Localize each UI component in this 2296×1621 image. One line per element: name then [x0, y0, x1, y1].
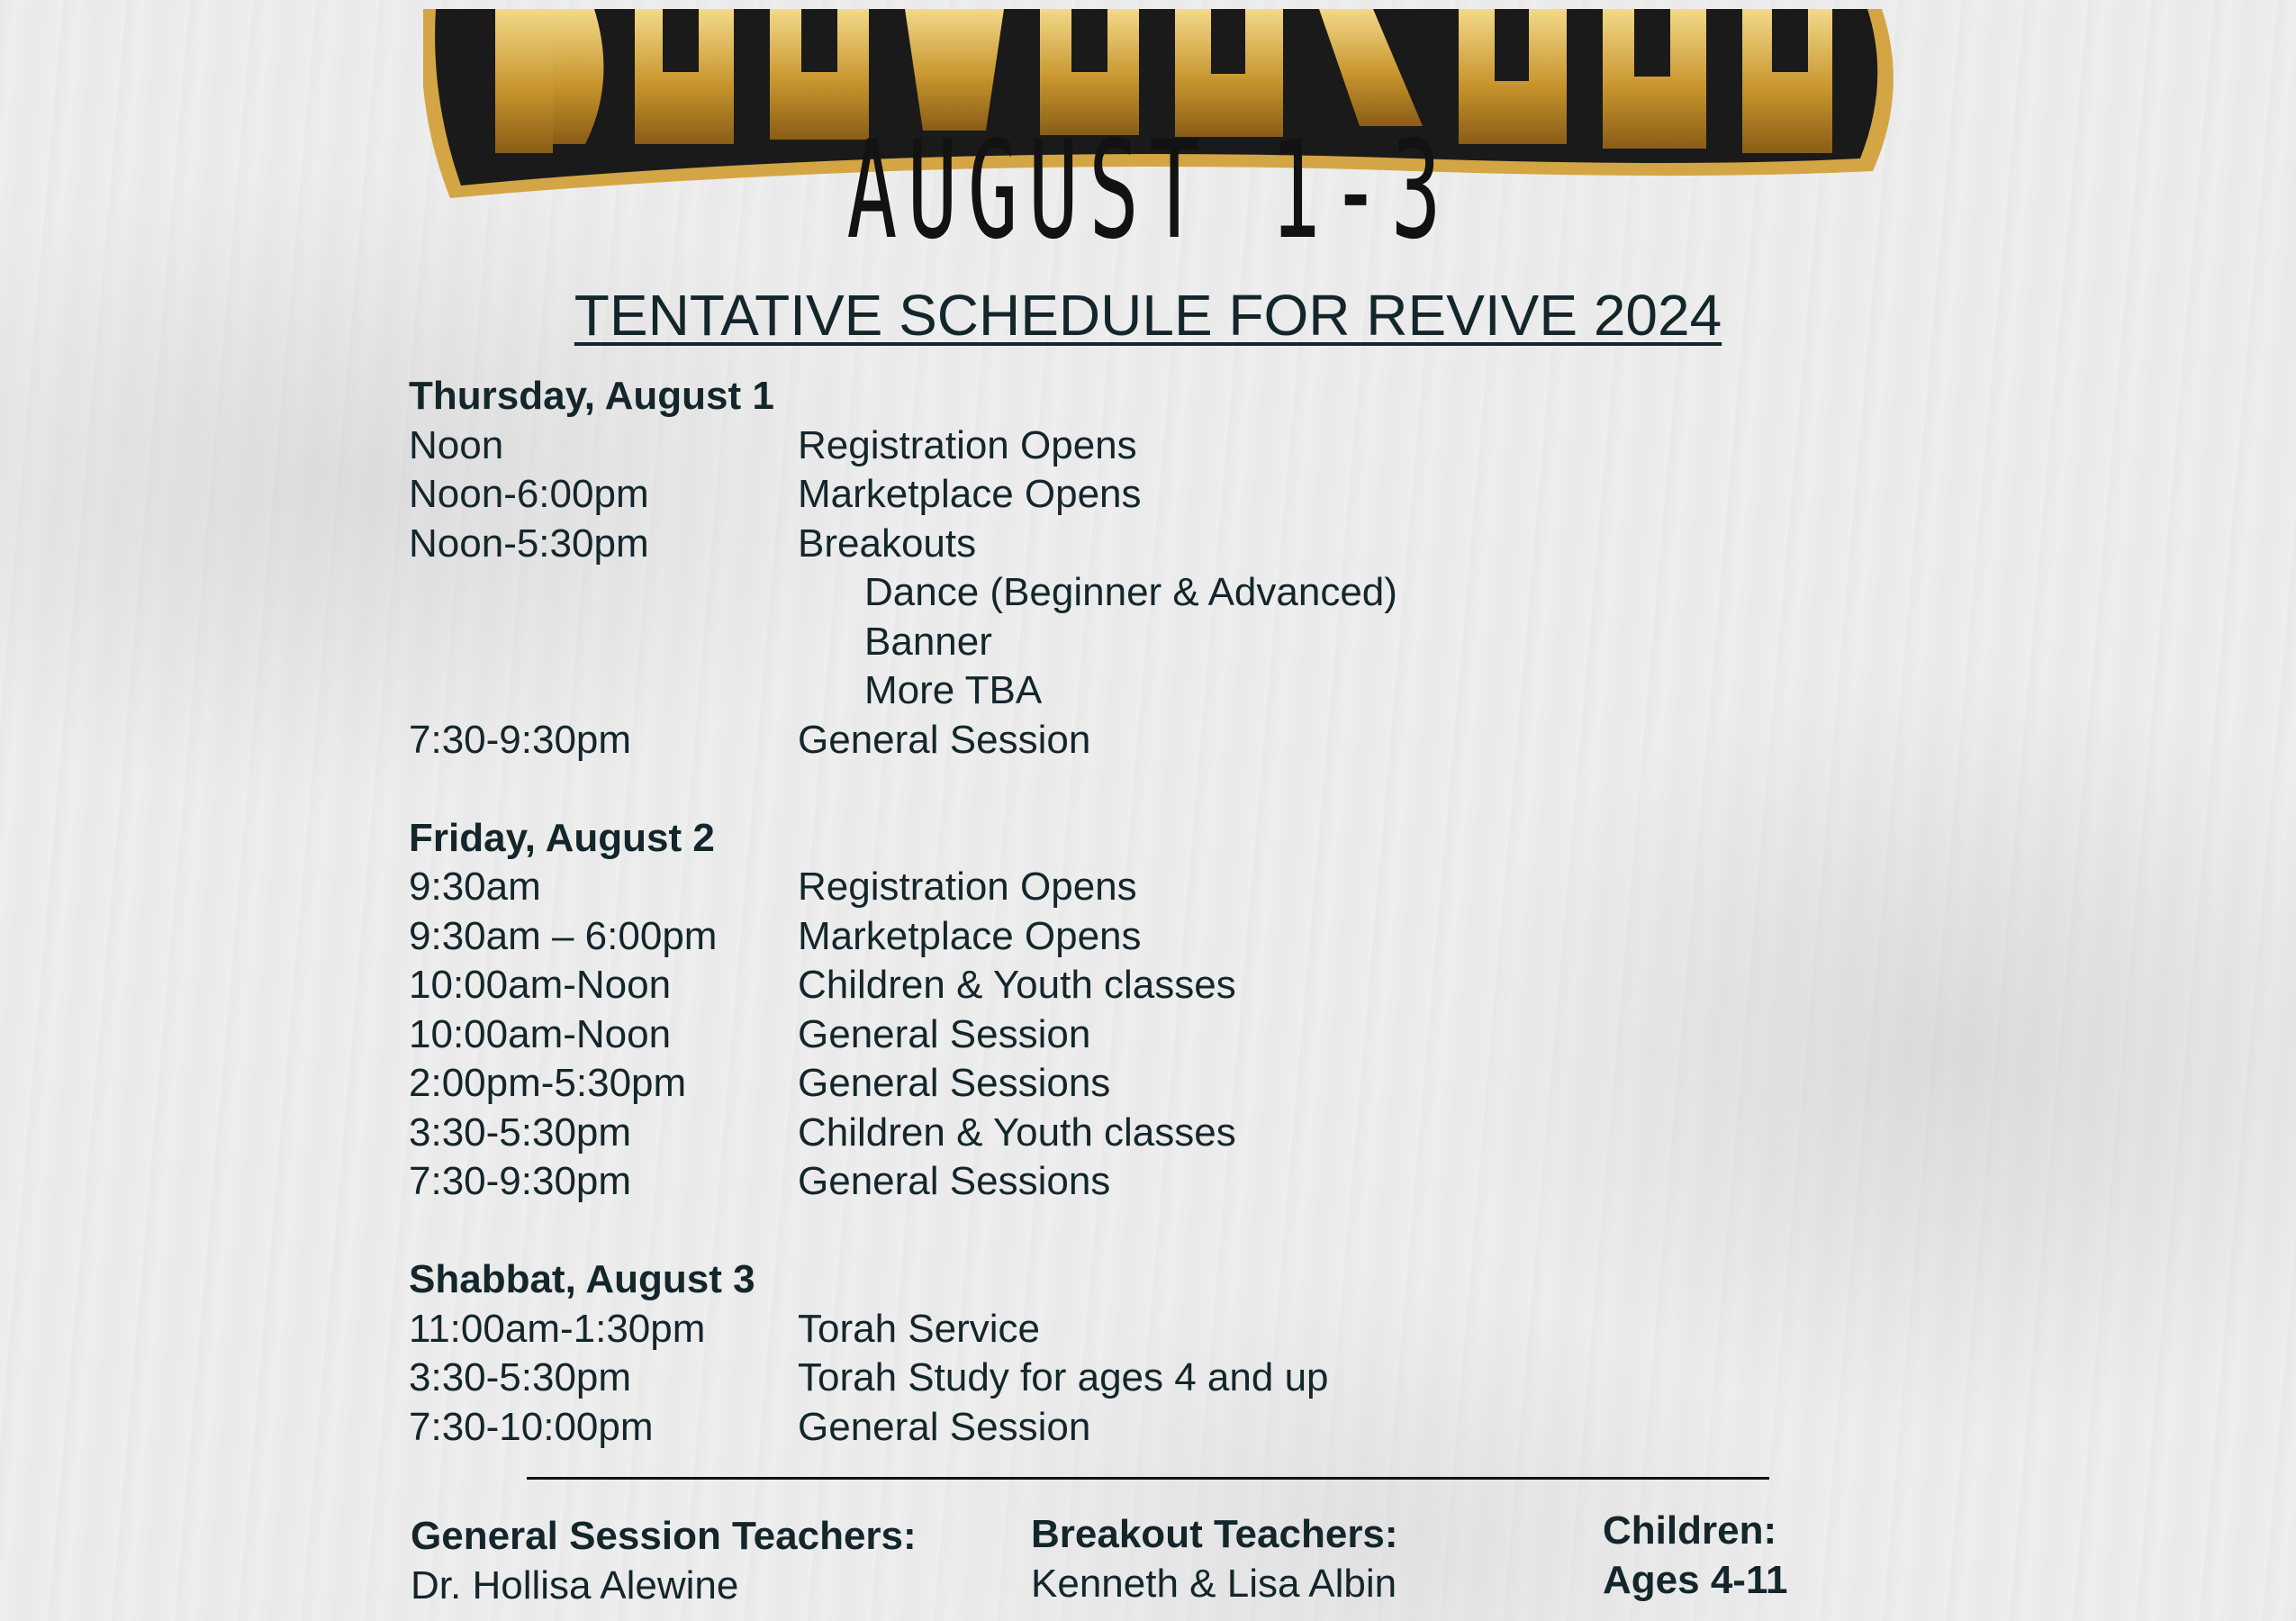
row-event: Torah Service	[798, 1306, 1041, 1351]
day-friday	[409, 814, 1939, 1207]
breakout-item: Banner	[864, 619, 992, 664]
row-event: Marketplace Opens	[798, 472, 1142, 516]
row-time: 3:30-5:30pm	[409, 1109, 632, 1155]
event-dates: AUGUST 1-3	[846, 113, 1451, 269]
section-divider	[527, 1477, 1769, 1480]
breakout-teachers	[1031, 1509, 1398, 1608]
schedule-row	[409, 912, 1939, 962]
row-time: 11:00am-1:30pm	[409, 1306, 706, 1351]
row-event: Registration Opens	[798, 865, 1137, 909]
schedule-row	[409, 961, 1939, 1010]
teacher-name: Kenneth & Lisa Albin	[1031, 1562, 1397, 1606]
general-teachers-heading: General Session Teachers:	[411, 1514, 917, 1558]
breakout-item: More TBA	[864, 668, 1043, 712]
schedule-row	[409, 1354, 1939, 1403]
page-title	[0, 281, 2296, 349]
row-event: General Session	[798, 1011, 1091, 1056]
schedule-row	[409, 1305, 1939, 1354]
schedule-row	[409, 470, 1939, 520]
schedule-row	[409, 1157, 1939, 1207]
row-time: 9:30am – 6:00pm	[409, 913, 718, 958]
row-time: 3:30-5:30pm	[409, 1355, 632, 1399]
row-time: 10:00am-Noon	[409, 1011, 672, 1056]
day-thursday	[409, 372, 1939, 765]
row-event: Registration Opens	[798, 422, 1137, 467]
day-title: Shabbat, August 3	[409, 1257, 755, 1301]
row-event: Children & Youth classes	[798, 963, 1236, 1007]
row-time: 7:30-10:00pm	[409, 1404, 654, 1449]
row-time: 7:30-9:30pm	[409, 1159, 632, 1203]
day-shabbat	[409, 1255, 1939, 1452]
schedule-row	[409, 520, 1939, 569]
schedule-row	[409, 1109, 1939, 1158]
row-time: 10:00am-Noon	[409, 963, 672, 1007]
row-event: General Session	[798, 717, 1091, 762]
row-event: Breakouts	[798, 521, 977, 566]
breakout-teachers-heading: Breakout Teachers:	[1031, 1512, 1398, 1556]
row-time: 2:00pm-5:30pm	[409, 1061, 687, 1105]
schedule-row	[409, 1059, 1939, 1109]
schedule-row	[409, 421, 1939, 471]
children-age-range: Ages 4-11	[1603, 1558, 1788, 1602]
row-event: General Session	[798, 1404, 1091, 1449]
row-event: Marketplace Opens	[798, 913, 1142, 958]
day-title: Thursday, August 1	[409, 374, 774, 418]
general-session-teachers	[411, 1511, 917, 1610]
page-title-text: TENTATIVE SCHEDULE FOR REVIVE 2024	[574, 283, 1722, 348]
row-event: Torah Study for ages 4 and up	[798, 1355, 1329, 1399]
schedule-row	[409, 716, 1939, 765]
breakout-item: Dance (Beginner & Advanced)	[864, 570, 1397, 614]
schedule-row	[409, 1010, 1939, 1060]
schedule-row	[409, 863, 1939, 912]
children-teachers	[1603, 1506, 1787, 1605]
children-heading: Children:	[1603, 1508, 1777, 1553]
row-time: 7:30-9:30pm	[409, 717, 632, 762]
row-time: Noon-6:00pm	[409, 472, 649, 516]
row-time: 9:30am	[409, 865, 541, 909]
row-time: Noon-5:30pm	[409, 521, 649, 566]
teacher-name: Dr. Hollisa Alewine	[411, 1563, 739, 1607]
row-event: General Sessions	[798, 1061, 1111, 1105]
schedule	[409, 372, 1939, 1452]
row-event: General Sessions	[798, 1159, 1111, 1203]
row-time: Noon	[409, 422, 504, 467]
day-title: Friday, August 2	[409, 815, 715, 860]
row-event: Children & Youth classes	[798, 1109, 1236, 1155]
schedule-row	[409, 1403, 1939, 1453]
